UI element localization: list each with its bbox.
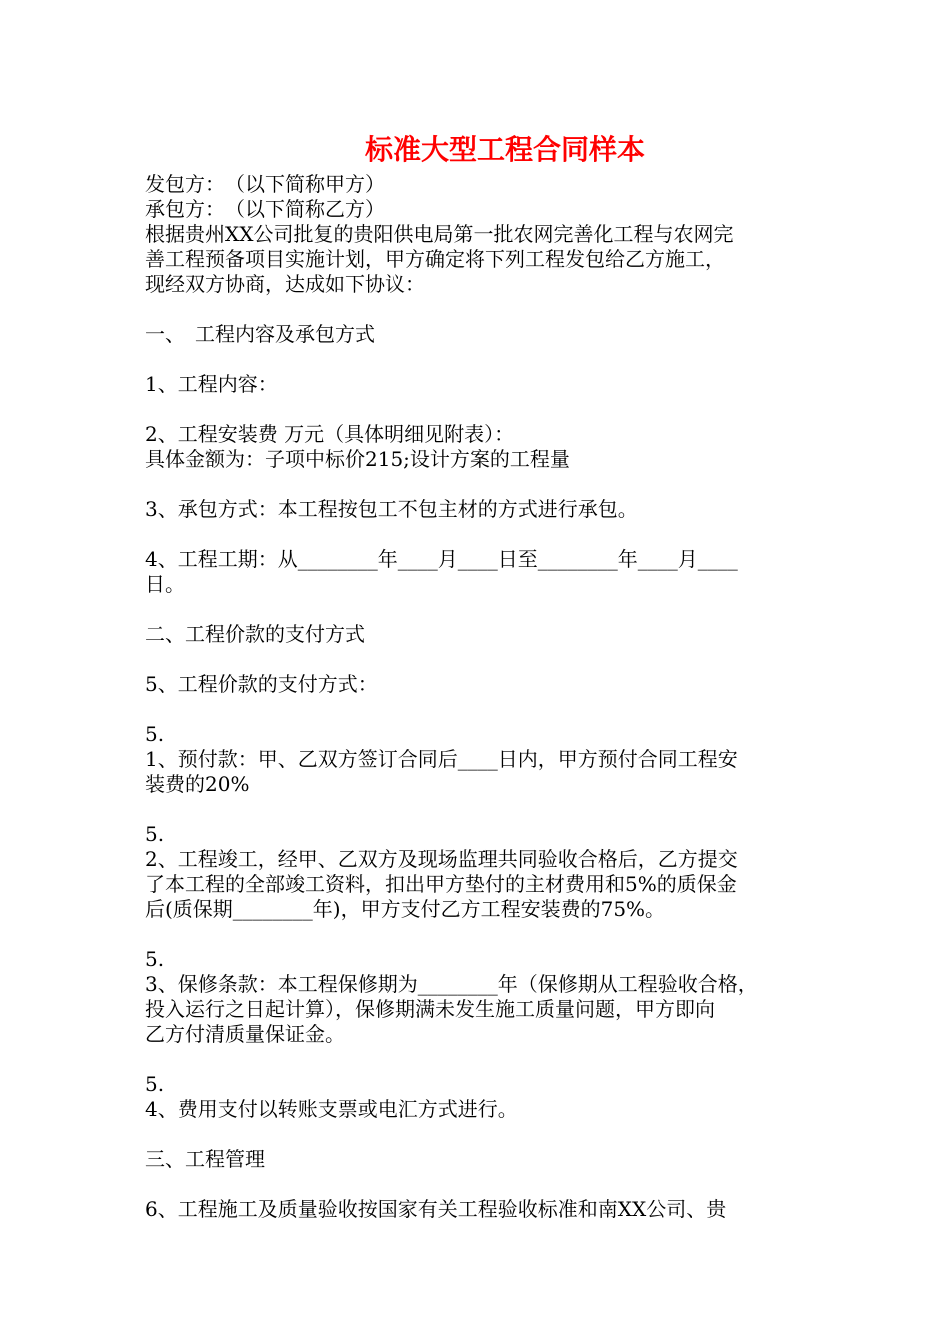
paragraph-block	[145, 1072, 845, 1122]
text-line: 1、工程内容：	[145, 372, 278, 396]
paragraph-gap	[145, 1047, 845, 1072]
paragraph-block	[145, 372, 845, 397]
text-line: 后(质保期________年)，甲方支付乙方工程安装费的75%。	[145, 897, 666, 921]
paragraph-gap	[145, 647, 845, 672]
text-line: 发包方： （以下简称甲方）	[145, 172, 385, 196]
text-line: 2、工程竣工，经甲、乙双方及现场监理共同验收合格后，乙方提交	[145, 847, 738, 871]
paragraph-gap	[145, 347, 845, 372]
paragraph-gap	[145, 297, 845, 322]
text-line: 6、工程施工及质量验收按国家有关工程验收标准和南XX公司、贵	[145, 1197, 727, 1221]
text-line: 2、工程安装费 万元（具体明细见附表）：	[145, 422, 515, 446]
text-line: 承包方： （以下简称乙方）	[145, 197, 385, 221]
document-title: 标准大型工程合同样本	[364, 133, 645, 166]
text-line: 投入运行之日起计算），保修期满未发生施工质量问题，甲方即向	[145, 997, 715, 1021]
paragraph-block	[145, 1197, 845, 1222]
text-line: 3、承包方式：本工程按包工不包主材的方式进行承包。	[145, 497, 638, 521]
paragraph-block	[145, 322, 845, 347]
text-line: 5、工程价款的支付方式：	[145, 672, 378, 696]
paragraph-gap	[145, 472, 845, 497]
paragraph-gap	[145, 597, 845, 622]
text-line: 5.	[145, 722, 165, 746]
paragraph-gap	[145, 797, 845, 822]
text-line: 了本工程的全部竣工资料，扣出甲方垫付的主材费用和5%的质保金	[145, 872, 737, 896]
paragraph-block	[145, 497, 845, 522]
paragraph-block	[145, 622, 845, 647]
paragraph-block	[145, 822, 845, 922]
paragraph-gap	[145, 922, 845, 947]
paragraph-block	[145, 547, 845, 597]
text-line: 二、工程价款的支付方式	[145, 622, 365, 646]
document-body	[145, 172, 845, 1222]
text-line: 三、工程管理	[145, 1147, 265, 1171]
text-line: 具体金额为：子项中标价215;设计方案的工程量	[145, 447, 570, 471]
text-line: 一、 工程内容及承包方式	[145, 322, 375, 346]
paragraph-gap	[145, 697, 845, 722]
paragraph-block	[145, 722, 845, 797]
paragraph-gap	[145, 1122, 845, 1147]
paragraph-block	[145, 422, 845, 472]
paragraph-gap	[145, 1172, 845, 1197]
text-line: 日。	[145, 572, 185, 596]
text-line: 5.	[145, 1072, 165, 1096]
paragraph-gap	[145, 397, 845, 422]
text-line: 3、保修条款：本工程保修期为________年（保修期从工程验收合格，	[145, 972, 758, 996]
text-line: 善工程预备项目实施计划，甲方确定将下列工程发包给乙方施工，	[145, 247, 725, 271]
text-line: 4、工程工期：从________年____月____日至________年____月____	[145, 547, 738, 571]
text-line: 1、预付款：甲、乙双方签订合同后____日内，甲方预付合同工程安	[145, 747, 738, 771]
paragraph-gap	[145, 522, 845, 547]
paragraph-block	[145, 947, 845, 1047]
text-line: 装费的20%	[145, 772, 250, 796]
paragraph-block	[145, 672, 845, 697]
text-line: 根据贵州XX公司批复的贵阳供电局第一批农网完善化工程与农网完	[145, 222, 734, 246]
paragraph-block	[145, 1147, 845, 1172]
text-line: 4、费用支付以转账支票或电汇方式进行。	[145, 1097, 518, 1121]
document-page	[145, 130, 845, 1222]
text-line: 乙方付清质量保证金。	[145, 1022, 345, 1046]
text-line: 5.	[145, 822, 165, 846]
text-line: 5.	[145, 947, 165, 971]
paragraph-block	[145, 172, 845, 297]
text-line: 现经双方协商，达成如下协议：	[145, 272, 425, 296]
